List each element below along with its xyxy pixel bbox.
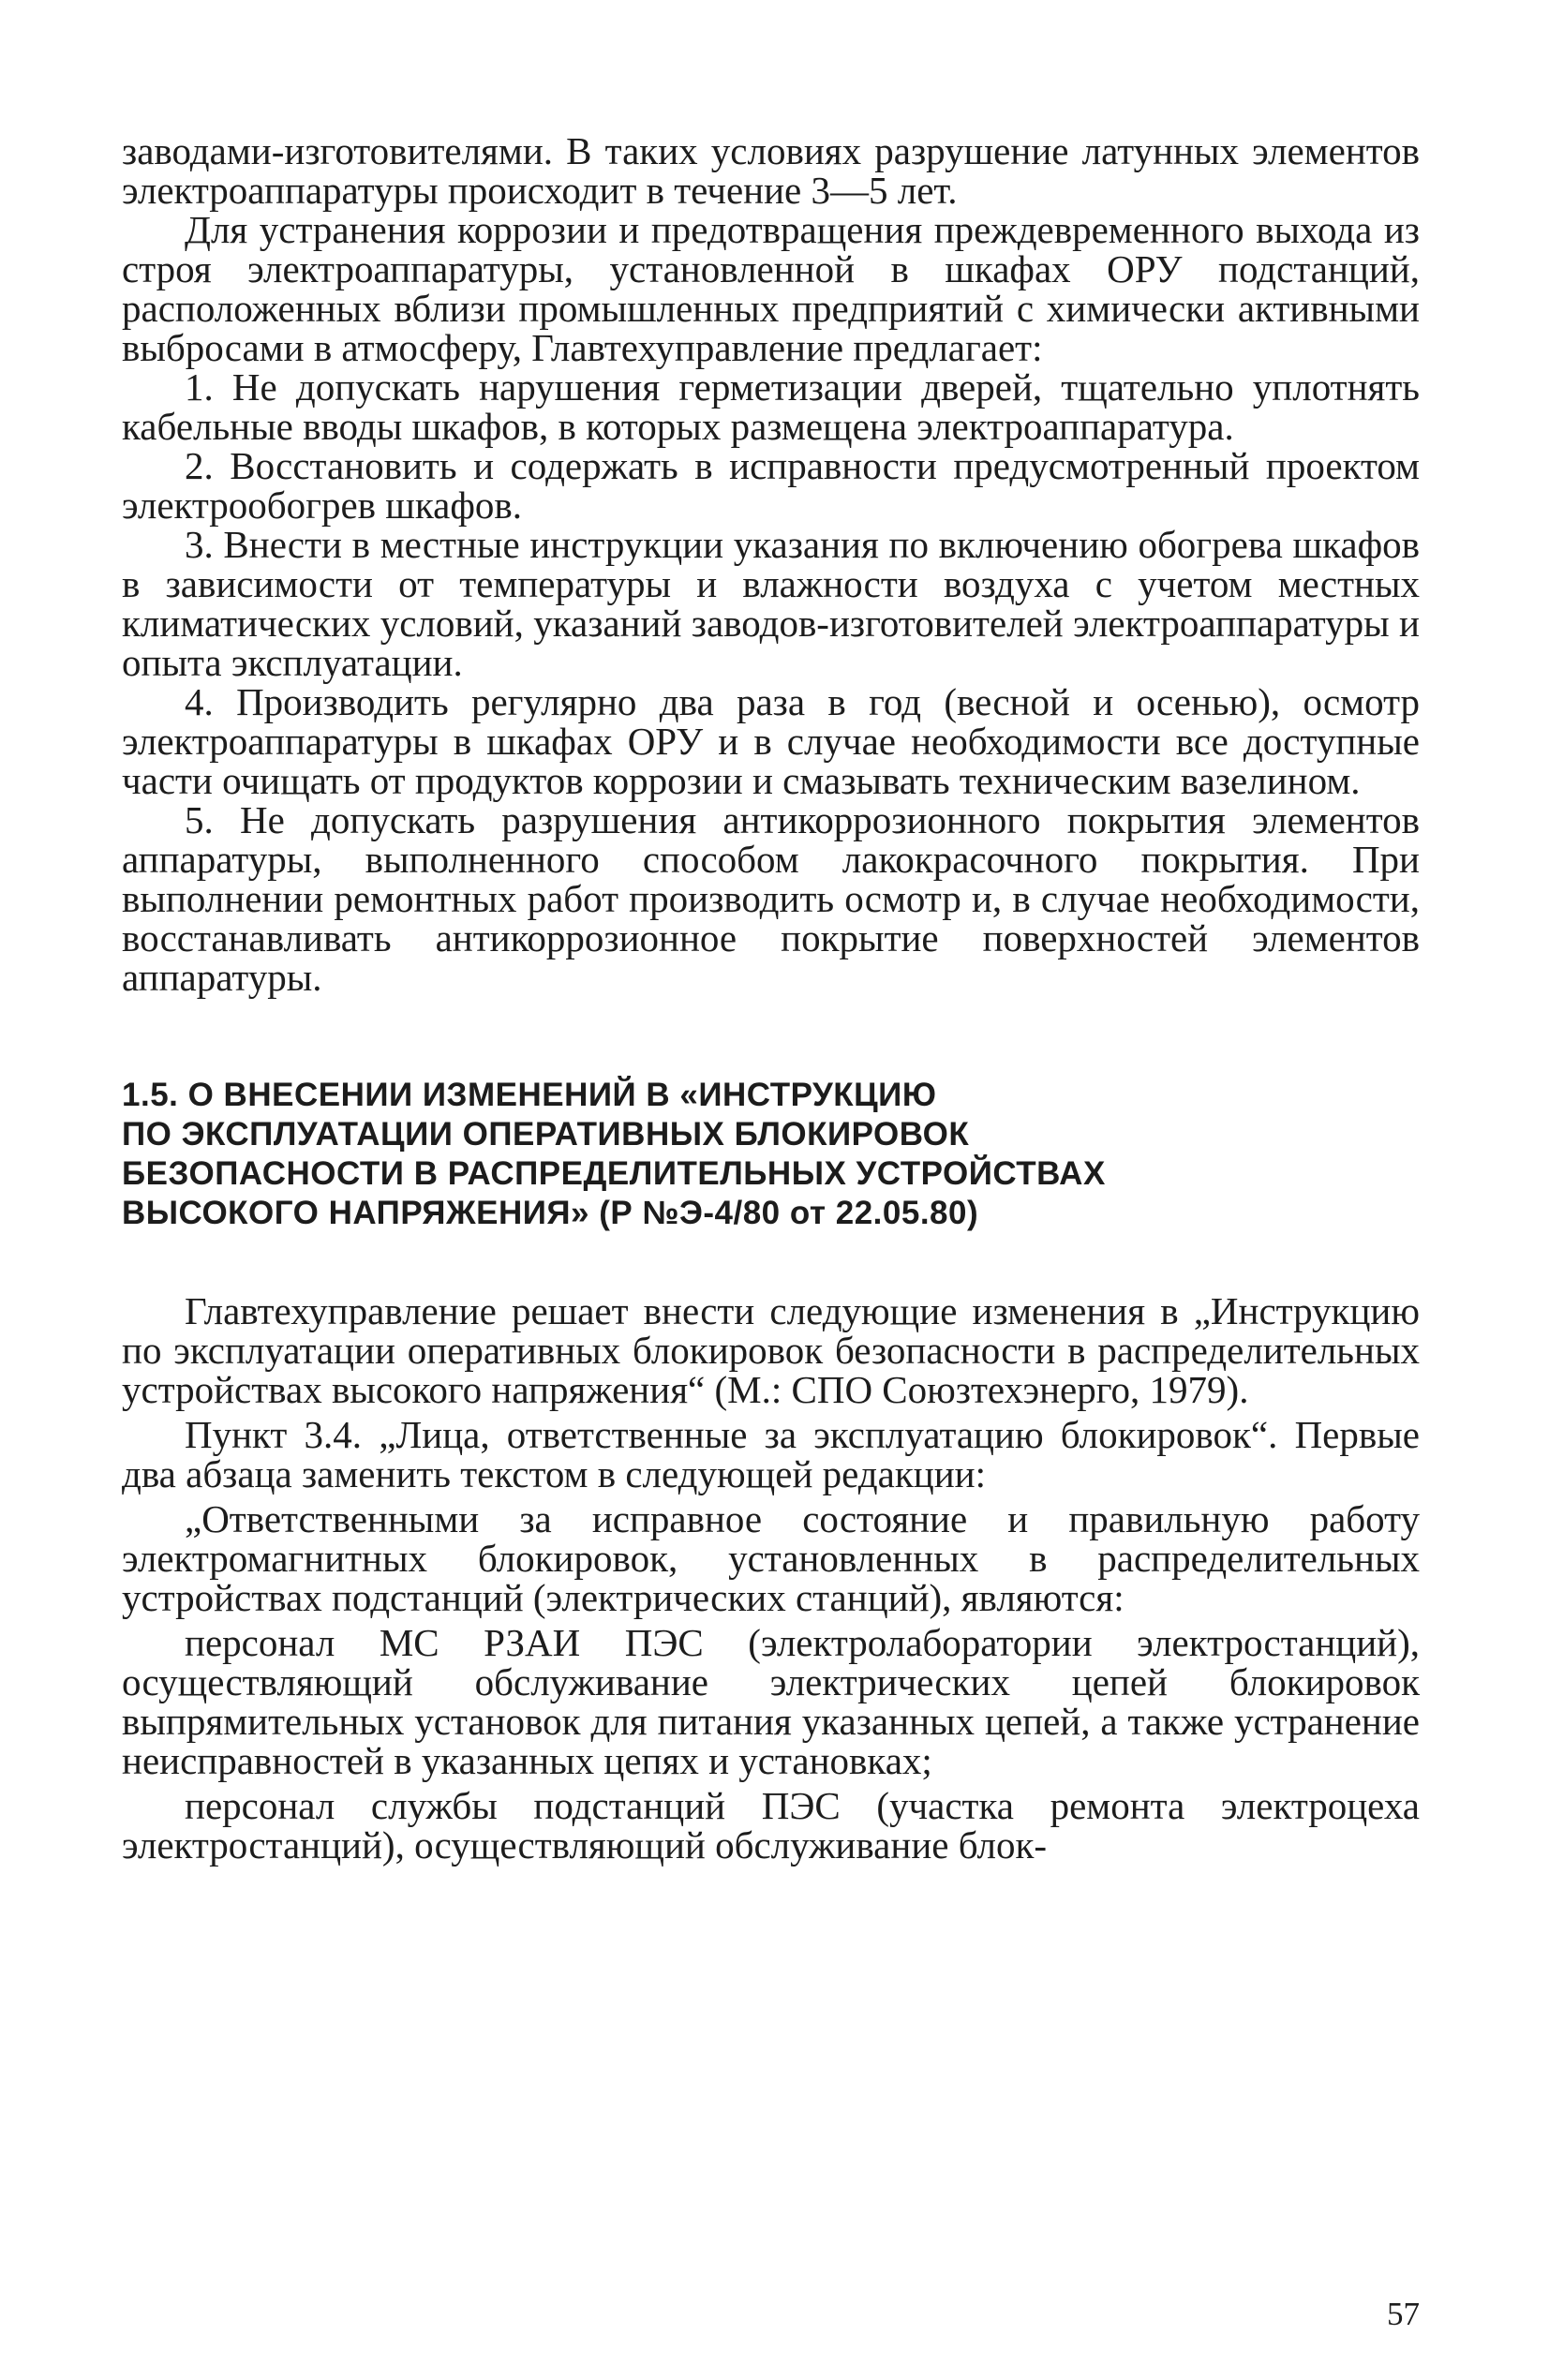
section-reference: (Р №Э-4/80 от 22.05.80) [599, 1195, 979, 1231]
list-item-3: 3. Внести в местные инструкции указания по включению обогрева шкафов в зависимости от температуры и влажности воздуха с учетом местных климатических условий, указаний заводов-изготовителей электроаппаратуры и опыта эксплуатации. [122, 523, 1420, 684]
section-heading-line-2: ПО ЭКСПЛУАТАЦИИ ОПЕРАТИВНЫХ БЛОКИРОВОК [122, 1116, 970, 1153]
paragraph-intro: Для устранения коррозии и предотвращения преждевременного выхода из строя электроаппаратуры, установленной в шкафах ОРУ подстанций, расположенных вблизи промышленных предприятий с химически активными выбросами в атмосферу, Главтехуправление предлагает: [122, 208, 1420, 369]
section-heading-line-4-text: ВЫСОКОГО НАПРЯЖЕНИЯ» [122, 1195, 589, 1231]
section-heading [122, 1076, 1420, 1233]
paragraph-decision: Главтехуправление решает внести следующие изменения в „Инструкцию по эксплуатации оперативных блокировок безопасности в распределительных устройствах высокого напряжения“ (М.: СПО Союзтехэнерго, 1979). [122, 1289, 1420, 1411]
list-item-1: 1. Не допускать нарушения герметизации дверей, тщательно уплотнять кабельные вводы шкафов, в которых размещена электроаппаратура. [122, 365, 1420, 448]
list-item-5: 5. Не допускать разрушения антикоррозионного покрытия элементов аппаратуры, выполненного способом лакокрасочного покрытия. При выполнении ремонтных работ производить осмотр и, в случае необходимости, восстанавливать антикоррозионное покрытие поверхностей элементов аппаратуры. [122, 798, 1420, 999]
section-heading-line-3: БЕЗОПАСНОСТИ В РАСПРЕДЕЛИТЕЛЬНЫХ УСТРОЙСТВАХ [122, 1155, 1106, 1192]
paragraph-item-3-4: Пункт 3.4. „Лица, ответственные за эксплуатацию блокировок“. Первые два абзаца заменить текстом в следующей редакции: [122, 1413, 1420, 1495]
list-item-2: 2. Восстановить и содержать в исправности предусмотренный проектом электрообогрев шкафов. [122, 444, 1420, 527]
paragraph-continuation: заводами-изготовителями. В таких условиях разрушение латунных элементов электроаппаратуры происходит в течение 3—5 лет. [122, 129, 1420, 212]
page-number: 57 [1387, 2296, 1420, 2332]
paragraph-personnel-1: персонал МС РЗАИ ПЭС (электролаборатории электростанций), осуществляющий обслуживание электрических цепей блокировок выпрямительных установок для питания указанных цепей, а также устранение неисправностей в указанных цепях и установках; [122, 1621, 1420, 1782]
list-item-4: 4. Производить регулярно два раза в год (весной и осенью), осмотр электроаппаратуры в шкафах ОРУ и в случае необходимости все доступные части очищать от продуктов коррозии и смазывать техническим вазелином. [122, 680, 1420, 802]
section-heading-line-1: 1.5. О ВНЕСЕНИИ ИЗМЕНЕНИЙ В «ИНСТРУКЦИЮ [122, 1077, 937, 1113]
paragraph-personnel-2: персонал службы подстанций ПЭС (участка ремонта электроцеха электростанций), осуществляющий обслуживание блок- [122, 1784, 1420, 1867]
section-heading-line-4 [122, 1194, 1420, 1233]
paragraph-quote-start: „Ответственными за исправное состояние и правильную работу электромагнитных блокировок, установленных в распределительных устройствах подстанций (электрических станций), являются: [122, 1497, 1420, 1619]
